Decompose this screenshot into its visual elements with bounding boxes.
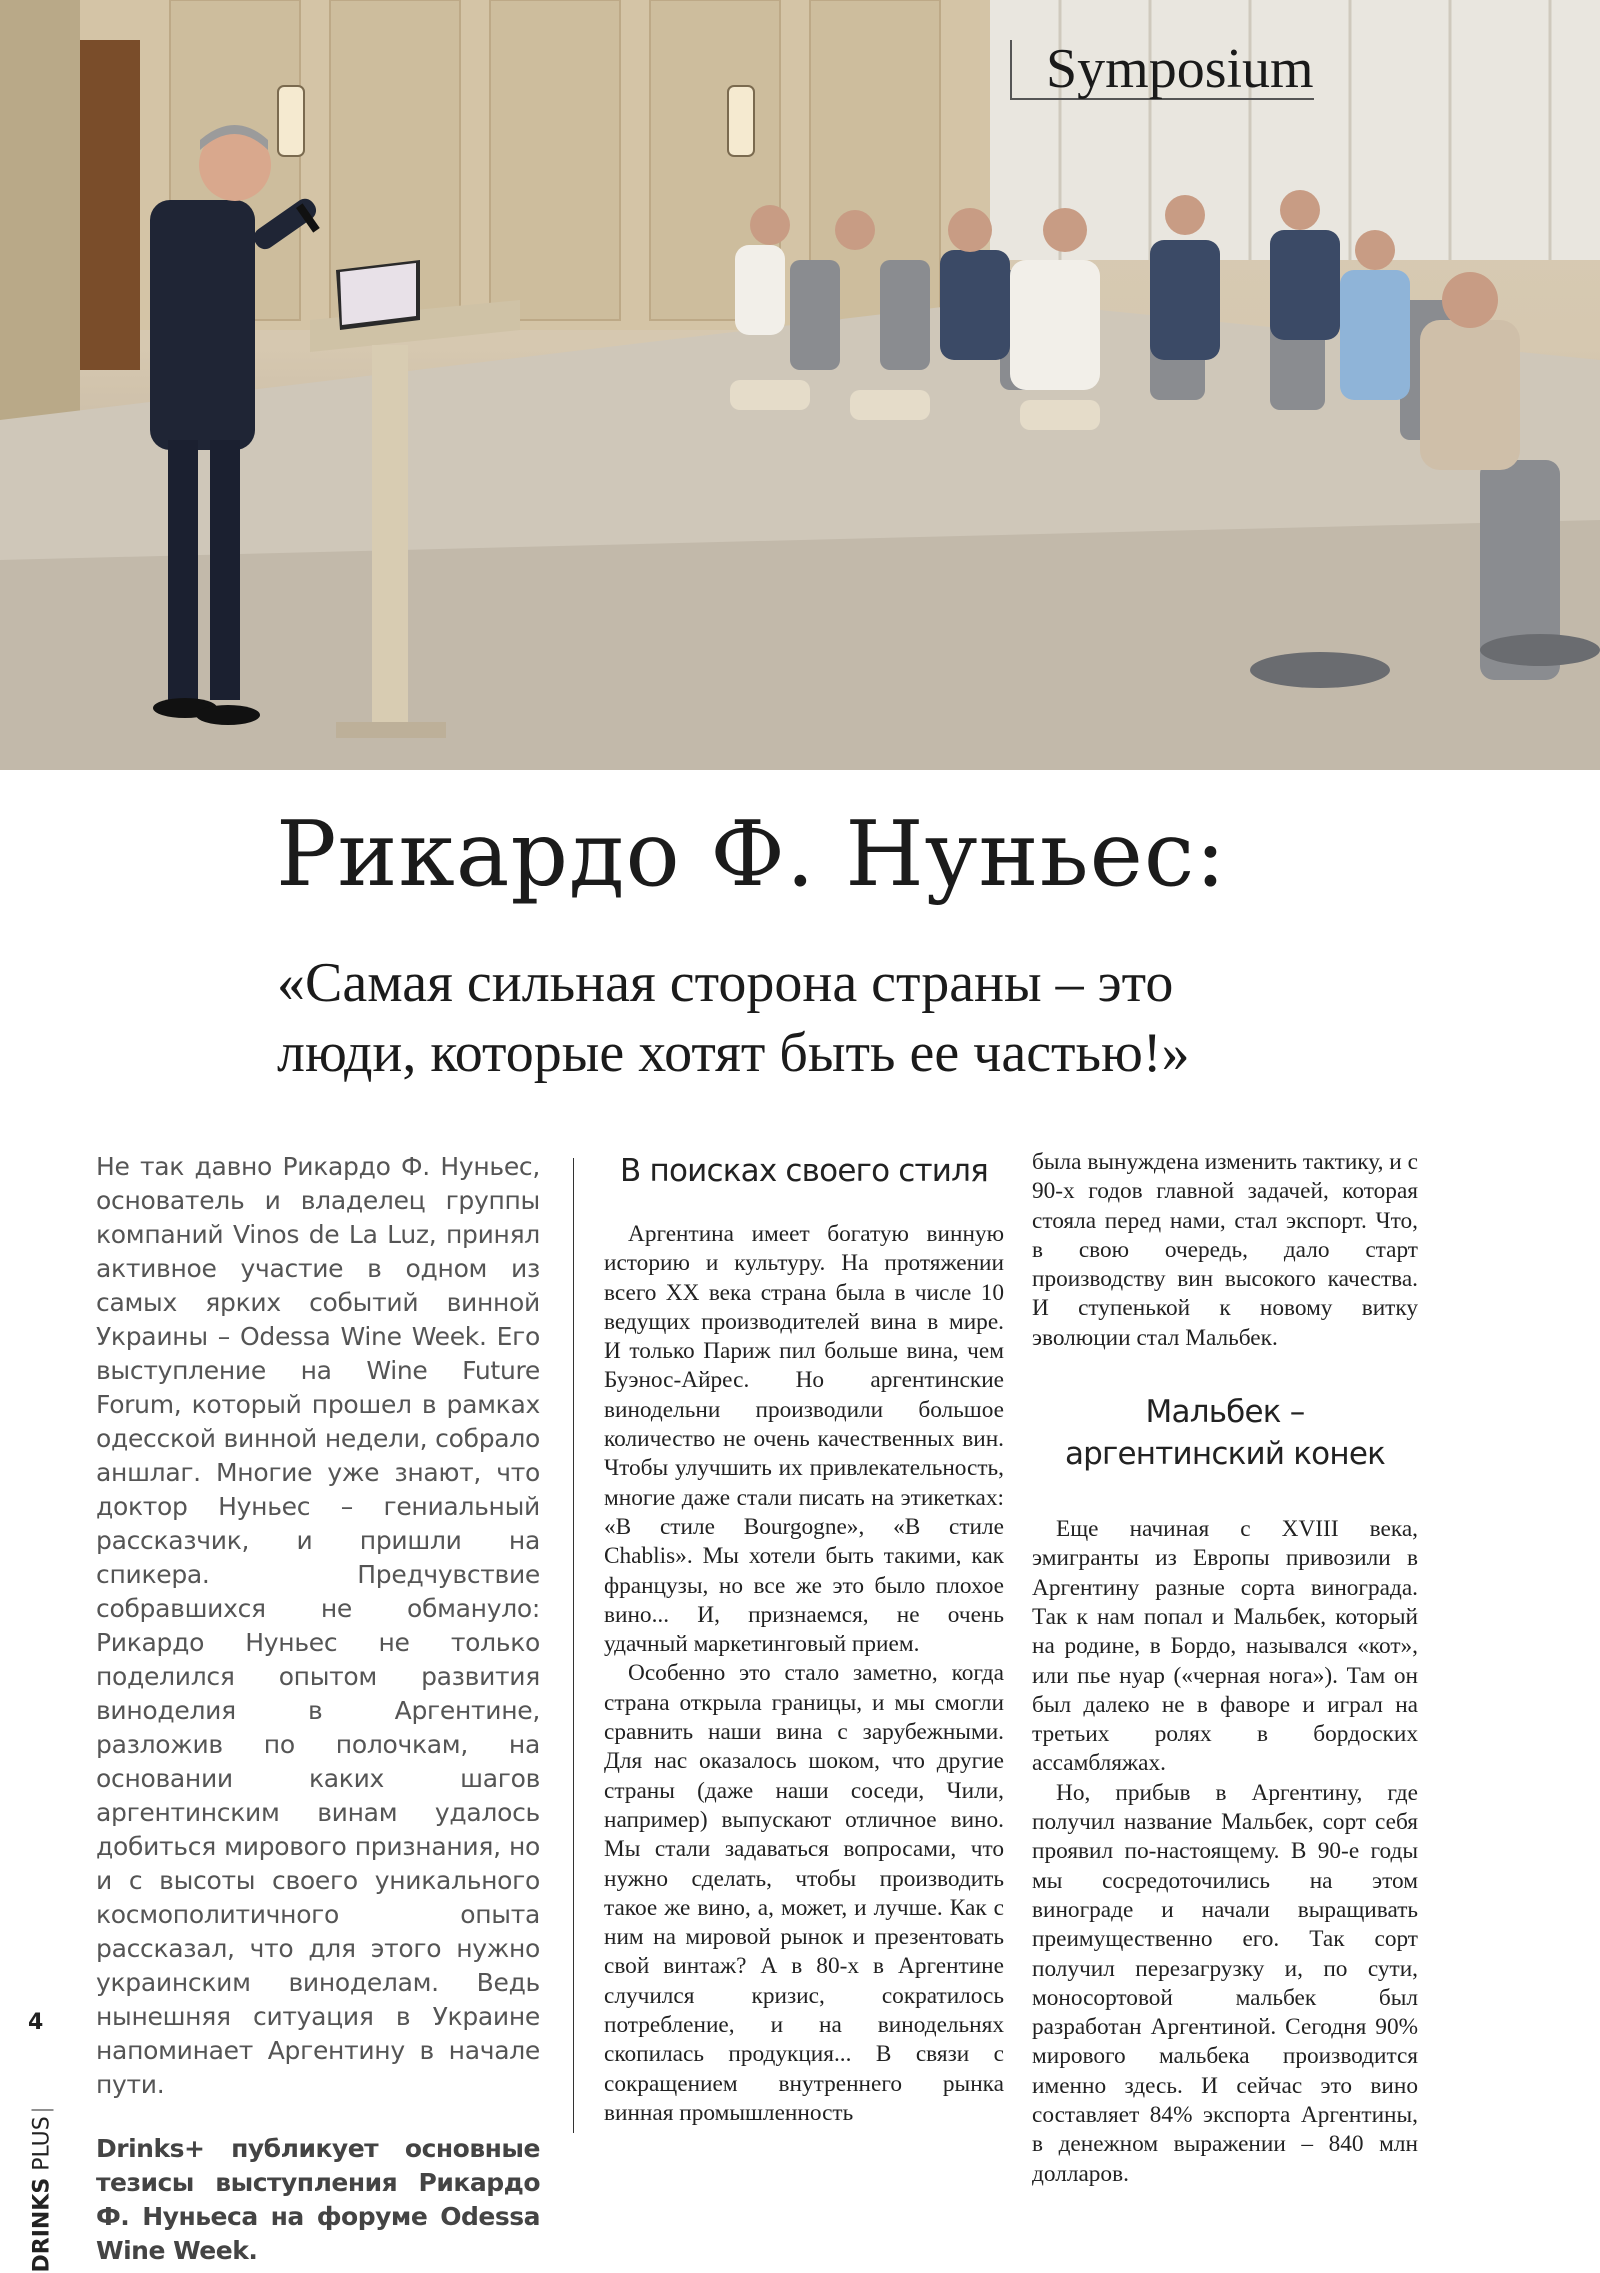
column-body-2: [1032, 1148, 1418, 2189]
lead-paragraph: Не так давно Рикардо Ф. Нуньес, основатель и владелец группы компаний Vinos de La Luz, принял активное участие в одном из самых ярких событий винной Украины – Odessa Wine Week. Его выступление на Wine Future Forum, который прошел в рамках одесской винной недели, собрало аншлаг. Многие уже знают, что доктор Нуньес – гениальный рассказчик, и пришли на спикера. Предчувствие собравшихся не обмануло: Рикардо Нуньес не только поделился опытом развития виноделия в Аргентине, разложив по полочкам, на основании каких шагов аргентинским винам удалось добиться мирового признания, но и с высоты своего уникального космополитичного опыта рассказал, что для этого нужно украинским виноделам. Ведь нынешняя ситуация в Украине напоминает Аргентину в начале пути.: [96, 1152, 540, 2099]
body-paragraph: была вынуждена изменить тактику, и с 90-х годов главной задачей, которая стояла перед нами, стал экспорт. Что, в свою очередь, дало старт производству вин высокого качества. И ступенькой к новому витку эволюции стал Мальбек.: [1032, 1149, 1418, 1351]
page-number: 4: [28, 2010, 44, 2035]
subhead-line-1: «Самая сильная сторона страны – это: [277, 952, 1174, 1014]
brand-light: PLUS: [29, 2116, 55, 2171]
column-body-1: [604, 1150, 1004, 2128]
conference-room-illustration: [0, 0, 1600, 770]
hero-photo: [0, 0, 1600, 770]
body-paragraph: Особенно это стало заметно, когда страна открыла границы, и мы смогли сравнить наши вина с зарубежными. Для нас оказалось шоком, что другие страны (даже наши соседи, Чили, например) выпускают отличное вино. Мы стали задаваться вопросами, что нужно сделать, чтобы производить такое же вино, а, может, и лучше. Как с ним на мировой рынок и презентовать свой винтаж? А в 80-х в Аргентине случился кризис, сократилось потребление, и на винодельнях скопилась продукция... В связи с сокращением внутреннего рынка винная промышленность: [604, 1660, 1004, 2126]
column-intro: [96, 1150, 540, 2268]
section-title-malbec: Мальбек – аргентинский конек: [1064, 1394, 1386, 1473]
brand-divider: [32, 2109, 54, 2110]
lead-bold-paragraph: Drinks+ публикует основные тезисы выступления Рикардо Ф. Нуньеса на форуме Odessa Wine Week.: [96, 2134, 540, 2265]
subhead: [277, 948, 1377, 1088]
headline: Рикардо Ф. Нуньес:: [276, 802, 1227, 907]
brand-bold: DRINKS: [29, 2177, 55, 2273]
page-folio: [20, 2010, 60, 2273]
section-title-style: В поисках своего стиля: [619, 1153, 989, 1189]
magazine-brand: [30, 2073, 55, 2273]
column-divider: [573, 1158, 574, 2133]
section-tag: Symposium: [1010, 40, 1314, 100]
body-paragraph: Еще начиная с XVIII века, эмигранты из Европы привозили в Аргентину разные сорта винограда. Так к нам попал и Мальбек, который на родине, в Бордо, назывался «кот», или пье нуар («черная нога»). Там он был далеко не в фаворе и играл на третьих ролях в бордоских ассамбляжах.: [1032, 1516, 1418, 1777]
body-paragraph: Аргентина имеет богатую винную историю и культуру. На протяжении всего XX века страна была в числе 10 ведущих производителей вина в мире. И только Париж пил больше вина, чем Буэнос-Айрес. Но аргентинские винодельни производили большое количество не очень качественных вин. Чтобы улучшить их привлекательность, многие даже стали писать на этикетках: «В стиле Bourgogne», «В стиле Chablis». Мы хотели быть такими, как французы, но все же это было плохое вино... И, признаемся, не очень удачный маркетинговый прием.: [604, 1221, 1004, 1658]
body-paragraph: Но, прибыв в Аргентину, где получил название Мальбек, сорт себя проявил по-настоящему. В 90-е годы мы сосредоточились на этом винограде и начали выращивать преимущественно его. Так сорт получил перезагрузку и, по сути, моносортовой мальбек был разработан Аргентиной. Сегодня 90% мирового мальбека производится именно здесь. И сейчас это вино составляет 84% экспорта Аргентины, в денежном выражении – 840 млн долларов.: [1032, 1779, 1418, 2187]
subhead-line-2: люди, которые хотят быть ее частью!»: [277, 1022, 1190, 1084]
